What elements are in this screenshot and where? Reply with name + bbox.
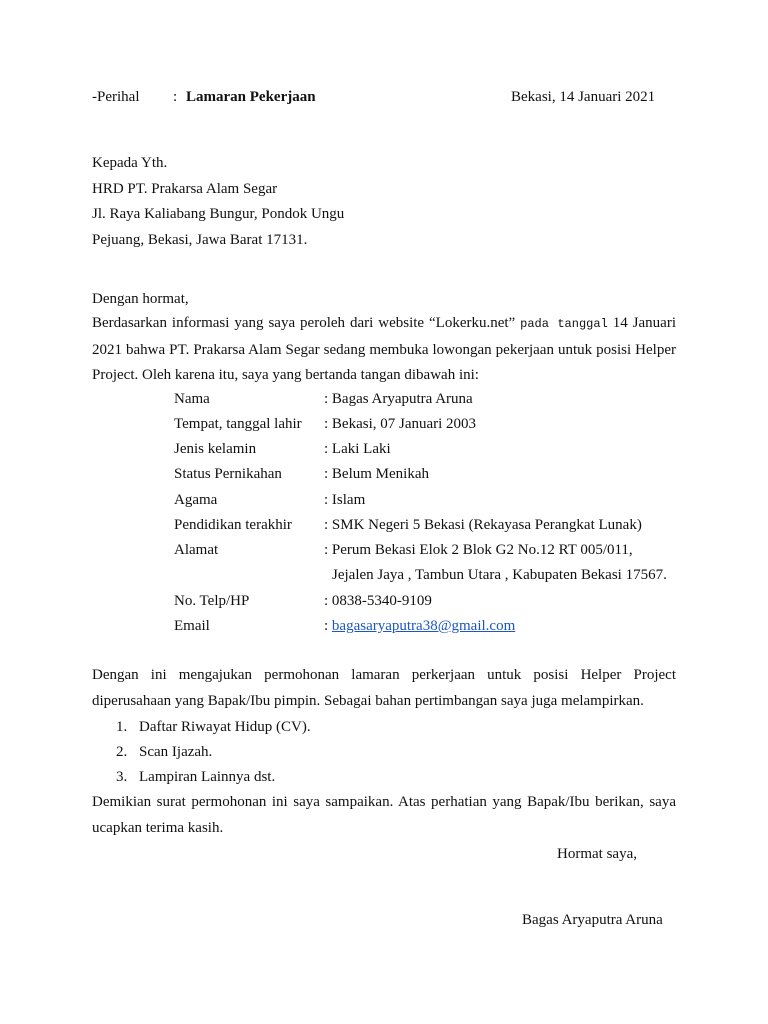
detail-label: Status Pernikahan [174, 466, 282, 482]
perihal-colon: : [173, 89, 178, 105]
detail-value: : Perum Bekasi Elok 2 Blok G2 No.12 RT 005/011, [324, 542, 633, 558]
sign-off: Hormat saya, [557, 846, 637, 862]
final-paragraph: Demikian surat permohonan ini saya sampaikan. Atas perhatian yang Bapak/Ibu berikan, saya ucapkan terima kasih. [92, 794, 676, 836]
detail-label: Jenis kelamin [174, 441, 257, 457]
greeting: Dengan hormat, [92, 291, 189, 307]
recipient-line-2: HRD PT. Prakarsa Alam Segar [92, 181, 278, 197]
intro-text-part-1: Berdasarkan informasi yang saya peroleh dari website “Lokerku.net” [92, 315, 521, 331]
place-date: Bekasi, 14 Januari 2021 [511, 89, 656, 105]
detail-value: : SMK Negeri 5 Bekasi (Rekayasa Perangkat Lunak) [324, 517, 642, 533]
perihal-label: -Perihal [92, 89, 140, 105]
attachment-number: 1. [116, 719, 128, 735]
detail-label: Alamat [174, 542, 219, 558]
email-link[interactable]: bagasaryaputra38@gmail.com [331, 618, 516, 634]
detail-label: Agama [174, 492, 218, 508]
recipient-line-3: Jl. Raya Kaliabang Bungur, Pondok Ungu [92, 206, 345, 222]
intro-paragraph [92, 311, 676, 389]
intro-text-mono: pada tanggal [520, 317, 608, 331]
detail-value: : Laki Laki [324, 441, 391, 457]
detail-value: : Bekasi, 07 Januari 2003 [324, 416, 477, 432]
recipient-line-1: Kepada Yth. [92, 155, 168, 171]
attachment-item: Lampiran Lainnya dst. [139, 769, 276, 785]
attachment-item: Daftar Riwayat Hidup (CV). [139, 719, 311, 735]
detail-label: Tempat, tanggal lahir [174, 416, 302, 432]
signature-name: Bagas Aryaputra Aruna [522, 912, 663, 928]
recipient-line-4: Pejuang, Bekasi, Jawa Barat 17131. [92, 232, 308, 248]
detail-label: Pendidikan terakhir [174, 517, 292, 533]
intro-text-part-2: 14 Januari 2021 bahwa PT. Prakarsa Alam Segar sedang membuka lowongan pekerjaan untuk posisi Helper Project. Oleh karena itu, saya yang bertanda tangan dibawah ini: [92, 315, 676, 383]
detail-value: : Islam [324, 492, 366, 508]
detail-label: Email [174, 618, 210, 634]
perihal-value: Lamaran Pekerjaan [186, 89, 316, 105]
detail-value-continuation: Jejalen Jaya , Tambun Utara , Kabupaten Bekasi 17567. [332, 567, 667, 583]
attachment-number: 2. [116, 744, 128, 760]
detail-value: : Belum Menikah [324, 466, 429, 482]
email-colon: : [324, 618, 329, 634]
detail-value: : Bagas Aryaputra Aruna [324, 391, 473, 407]
detail-value [324, 617, 515, 635]
detail-label: Nama [174, 391, 210, 407]
attachment-number: 3. [116, 769, 128, 785]
detail-value: : 0838-5340-9109 [324, 593, 432, 609]
closing-paragraph: Dengan ini mengajukan permohonan lamaran perkerjaan untuk posisi Helper Project diperusahaan yang Bapak/Ibu pimpin. Sebagai bahan pertimbangan saya juga melampirkan. [92, 667, 676, 709]
attachment-item: Scan Ijazah. [139, 744, 213, 760]
detail-label: No. Telp/HP [174, 593, 250, 609]
